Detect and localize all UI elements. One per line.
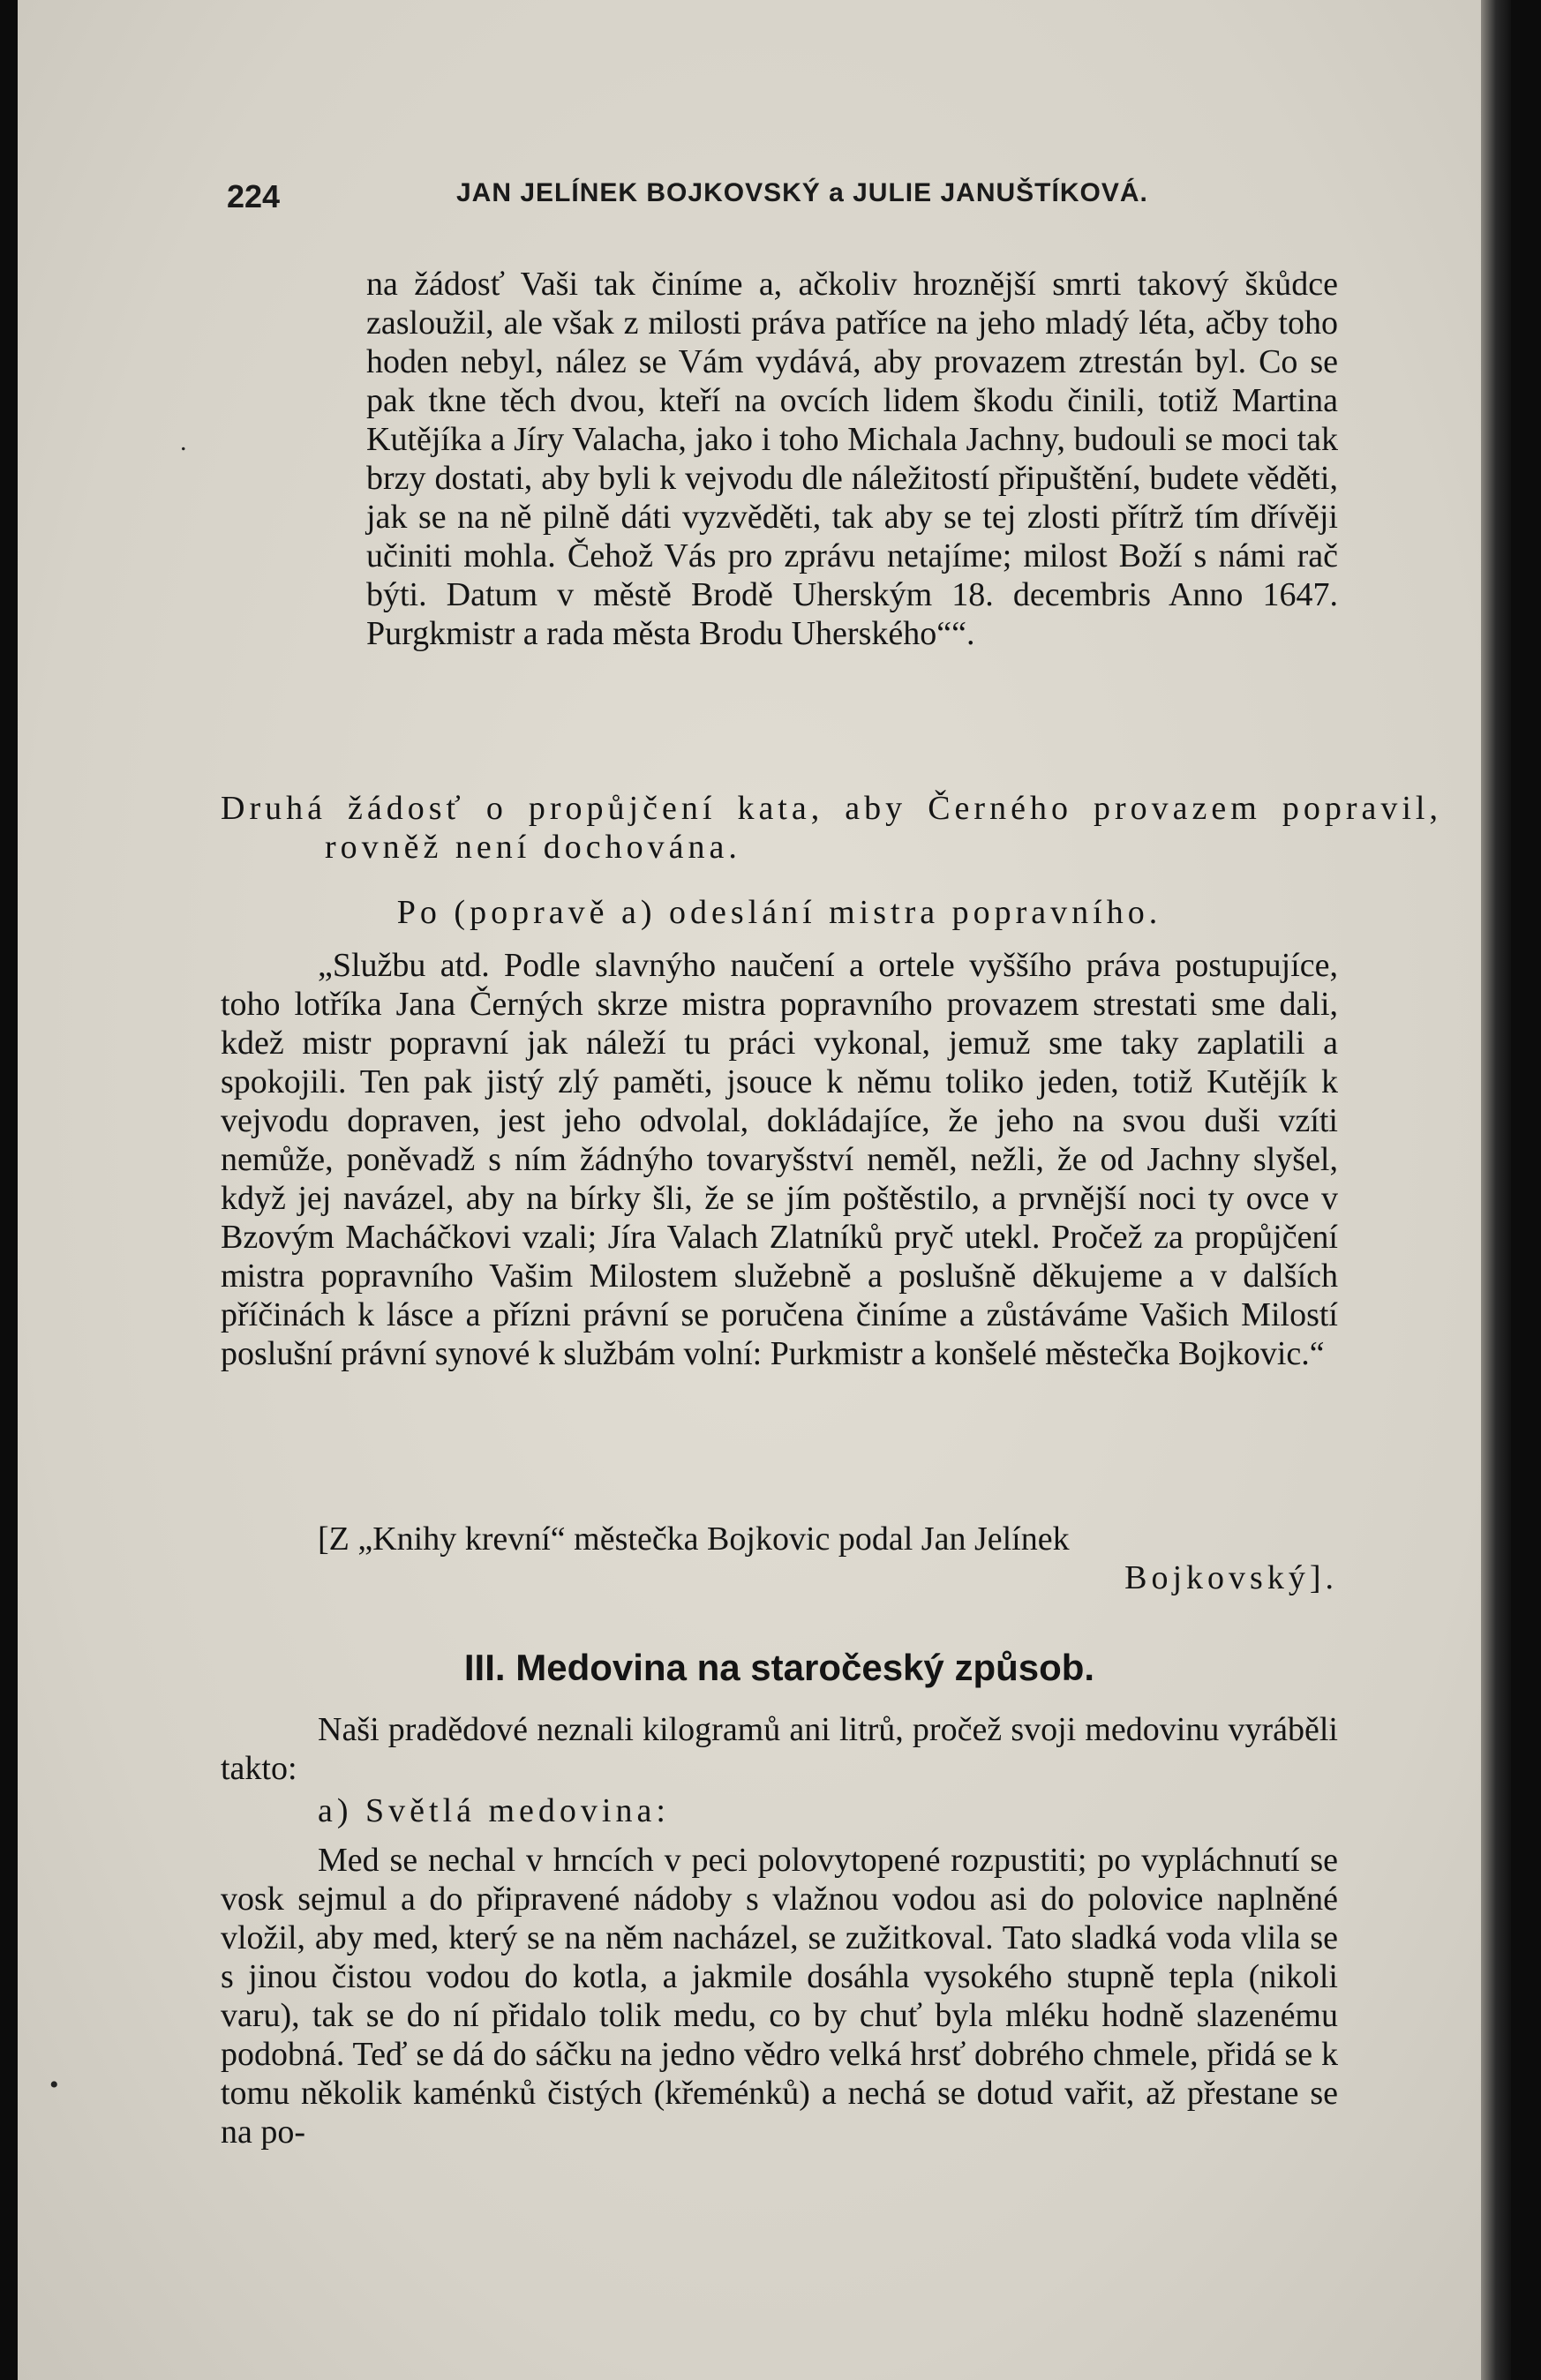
margin-dot: . xyxy=(180,427,187,456)
source-note-author-end: Bojkovský]. xyxy=(1124,1559,1338,1596)
margin-dot: • xyxy=(49,2070,59,2099)
after-execution-heading: Po (popravě a) odeslání mistra popravního. xyxy=(396,894,1162,931)
section-title: III. Medovina na staročeský způsob. xyxy=(463,1647,1095,1688)
running-title: JAN JELÍNEK BOJKOVSKÝ a JULIE JANUŠTÍKOVÁ. xyxy=(456,178,1148,207)
service-letter: „Službu atd. Podle slavnýho naučení a ortele vyššího práva postupujíce, toho lotříka Jana Černých skrze mistra popravního provazem strestati sme dali, kdež mistr popravní jak náleží tu práci vykonal, jemuž sme taky zaplatili a spokojili. Ten pak jistý zlý paměti, jsouce k němu toliko jeden, totiž Kutějík k vejvodu dopraven, jest jeho odvolal, dokládajíce, že jeho na svou duši vzíti nemůže, poněvadž s ním žádnýho tovaryšství neměl, nežli, že od Jachny slyšel, když jej navázel, aby na bírky šli, že se jím poštěstilo, a prvnější noci ty ovce v Bzovým Macháčkovi vzali; Jíra Valach Zlatníků pryč utekl. Pročež za propůjčení mistra popravního Vašim Milostem služebně a poslušně děkujeme a v dalších příčinách k lásce a přízni právní se poručena činíme a zůstáváme Vašich Milostí poslušní právní synové k službám volní: Purkmistr a konšelé městečka Bojkovic.“ xyxy=(221,947,1338,1372)
source-note-text: [Z „Knihy krevní“ městečka Bojkovic podal Jan Jelínek xyxy=(318,1520,1070,1558)
second-request-note: Druhá žádosť o propůjčení kata, aby Černého provazem popravil, rovněž není dochována. xyxy=(221,790,1442,866)
source-note xyxy=(221,1520,1338,1597)
mead-recipe-paragraph: Med se nechal v hrncích v peci polovytopené rozpustiti; po vypláchnutí se vosk sejmul a do připravené nádoby s vlažnou vodou asi do polovice naplněné vložil, aby med, který se na něm nacházel, se zužitkoval. Tato sladká voda vlila se s jinou čistou vodou do kotla, a jakmile dosáhla vysokého stupně tepla (nikoli varu), tak se do ní přidalo tolik medu, co by chuť byla mléku hodně slazenému podobná. Teď se dá do sáčku na jedno vědro velká hrsť dobrého chmele, přidá se k tomu několik kaménků čistých (křeménků) a nechá se dotud vařit, až přestane se na po- xyxy=(221,1842,1338,2151)
page-header xyxy=(227,173,1348,214)
subsection-title: a) Světlá medovina: xyxy=(318,1792,670,1829)
page-edge-shadow xyxy=(1481,0,1511,2380)
letter-continuation: na žádosť Vaši tak činíme a, ačkoliv hroznější smrti takový škůdce zasloužil, ale však z milosti práva patříce na jeho mladý léta, ačby toho hoden nebyl, nález se Vám vydává, aby provazem ztrestán byl. Co se pak tkne těch dvou, kteří na ovcích lidem škodu činili, totiž Martina Kutějíka a Jíry Valacha, jako i toho Michala Jachny, budouli se moci tak brzy dostati, aby byli k vejvodu dle náležitostí připuštění, budete věděti, jak se na ně pilně dáti vyzvěděti, tak aby se tej zlosti přítrž tím dřívěji učiniti mohla. Čehož Vás pro zprávu netajíme; milost Boží s námi rač býti. Datum v městě Brodě Uherským 18. decembris Anno 1647. Purgkmistr a rada města Brodu Uherského““. xyxy=(366,266,1338,652)
page-number: 224 xyxy=(227,178,281,214)
section-intro: Naši pradědové neznali kilogramů ani litrů, pročež svoji medovinu vyráběli takto: xyxy=(221,1711,1338,1787)
book-page xyxy=(18,0,1511,2380)
